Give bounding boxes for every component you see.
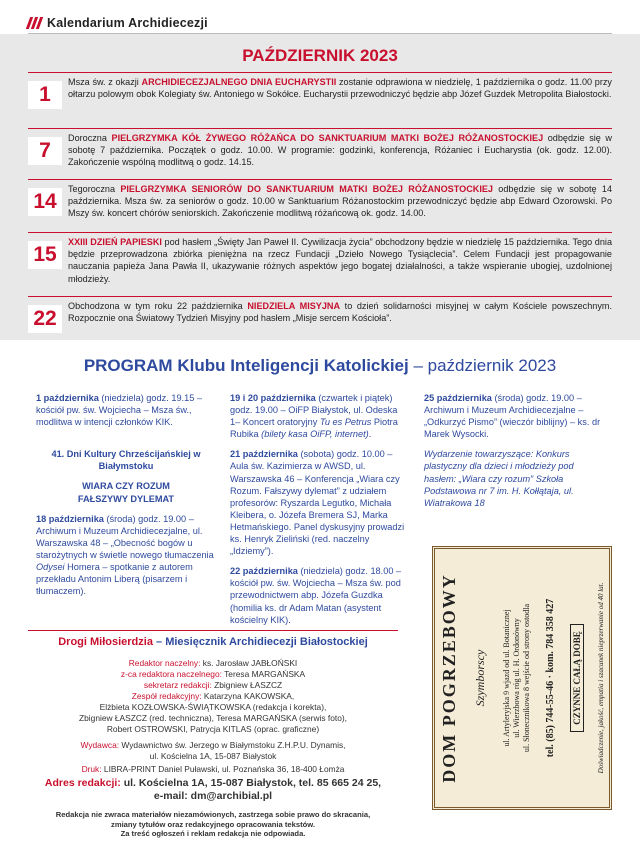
- printer-info: Druk: LIBRA-PRINT Daniel Puławski, ul. Poznańska 36, 18-400 Łomża: [81, 764, 345, 774]
- ad-tagline: Doświadczenie, jakość, empatia i szacunek nieprzerwanie od 40 lat.: [596, 582, 605, 774]
- companion-event: Wydarzenie towarzyszące: Konkurs plastyczny dla dzieci i młodzieży pod hasłem: „Wiara czy rozum” Szkoła Podstawowa nr 7 im. H. Kołłątaja, ul. Wiatrakowa 18: [424, 449, 574, 508]
- event-day: 22: [28, 305, 62, 333]
- event-text: Tegoroczna PIELGRZYMKA SENIORÓW DO SANKTUARIUM MATKI BOŻEJ RÓŻANOSTOCKIEJ odbędzie się w sobotę 14 października. Msza św. za seniorów o godz. 10.00 w Sanktuarium Różanostockim przewodniczyć będzie abp Edward Ozorowski. Po Mszy św. koncert chórów seniorskich. Zakończenie modlitwą różańcową ok. godz. 14.00.: [68, 184, 613, 219]
- ad-owner: Szymborscy: [473, 649, 488, 707]
- section-title: Kalendarium Archidiecezji: [47, 16, 208, 30]
- event-text: XXIII DZIEŃ PAPIESKI pod hasłem „Święty Jan Paweł II. Cywilizacja życia” obchodzony będzie w niedzielę 15 października. Tego dnia będzie przeprowadzona zbiórka pieniężna na rzecz Fundacji „Dzieło Nowego Tysiąclecia”. Celem Fundacji jest propagowanie nauczania papieża Jana Pawła II, ukazywanie różnych aspektów jego bogatej działalności, a także wspieranie ubogiej, uzdolnionej młodzieży.: [68, 237, 612, 284]
- calendar-event: [28, 296, 612, 335]
- calendar-event: [28, 179, 612, 230]
- event-day: 7: [28, 137, 62, 165]
- calendar-event: [28, 232, 612, 293]
- staff-line: Zbigniew ŁASZCZ (red. techniczna), Teresa MARGAŃSKA (serwis foto),: [79, 713, 347, 723]
- program-column-3: [424, 392, 604, 517]
- funeral-home-ad: [432, 546, 612, 810]
- ad-phones: tel. (85) 744-55-46 · kom. 784 358 427: [545, 598, 557, 758]
- footer-divider: [28, 630, 398, 631]
- editorial-notice: Redakcja nie zwraca materiałów niezamówionych, zastrzega sobie prawo do skracania, zmiany tytułów oraz redakcyjnego opracowania tekstów. Za treść ogłoszeń i reklam redakcja nie odpowiada.: [55, 810, 371, 838]
- program-entry: 25 października (środa) godz. 19.00 – Archiwum i Muzeum Archidiecezjalne – „Odkurzyć Pismo” (wieczór biblijny) – ks. dr Marek Wysocki.: [424, 393, 601, 440]
- calendar-event: [28, 128, 612, 177]
- editorial-email: e-mail: dm@archibial.pl: [153, 790, 273, 802]
- staff-line: Elżbieta KOZŁOWSKA-ŚWIĄTKOWSKA (redakcja i korekta),: [99, 702, 327, 712]
- program-column-2: [230, 392, 410, 634]
- month-title: PAŹDZIERNIK 2023: [242, 46, 398, 65]
- staff-line: Redaktor naczelny: ks. Jarosław JABŁOŃSKI: [128, 658, 298, 668]
- program-entry: 21 października (sobota) godz. 10.00 – Aula św. Kazimierza w AWSD, ul. Warszawska 46 – Konferencja „Wiara czy Rozum. Fałszywy dylemat” z udziałem profesorów: Ryszarda Legutko, Michała Kleibera, o. Józefa Bremera SJ, Marka Hetmańskiego. Panel dyskusyjny prowadzi ks. Henryk Zieliński (red. naczelny „Idziemy”).: [230, 449, 405, 557]
- event-text: Doroczna PIELGRZYMKA KÓŁ ŻYWEGO RÓŻAŃCA DO SANKTUARIUM MATKI BOŻEJ RÓŻANOSTOCKIEJ odbędzie się w sobotę 7 października. Początek o godz. 10.00. W programie: godzinki, konferencja, Różaniec i Eucharystia (ok. godz. 12.00). Zakończenie wspólną modlitwą o godz. 14.15.: [68, 133, 613, 168]
- calendar-event: [28, 72, 612, 123]
- section-header: [28, 14, 208, 32]
- event-day: 1: [28, 81, 62, 109]
- event-text: Obchodzona w tym roku 22 października NIEDZIELA MISYJNA to dzień solidarności misyjnej w całym Kościele powszechnym. Rozpocznie ona Światowy Tydzień Misyjny pod hasłem „Misje sercem Kościoła”.: [68, 301, 612, 324]
- calendar-panel: [0, 34, 640, 340]
- festival-motto: WIARA CZY ROZUM FAŁSZYWY DYLEMAT: [77, 481, 175, 504]
- event-day: 15: [28, 241, 62, 269]
- editorial-address: Adres redakcji: ul. Kościelna 1A, 15-087 Białystok, tel. 85 665 24 25, e-mail: dm@archibial.pl: [28, 777, 398, 803]
- staff-line: Robert OSTROWSKI, Patrycja KITLAS (oprac. graficzne): [106, 724, 320, 734]
- magazine-title: Drogi Miłosierdzia – Miesięcznik Archidiecezji Białostockiej: [58, 636, 368, 648]
- staff-line: z-ca redaktora naczelnego: Teresa MARGAŃSKA: [120, 669, 306, 679]
- ad-hours: CZYNNE CAŁĄ DOBĘ: [570, 624, 584, 732]
- program-entry: 22 października (niedziela) godz. 18.00 – kościół pw. św. Wojciecha – Msza św. pod przewodnictwem abp. Józefa Guzdka (homilia ks. dr Adam Matan (asystent kościelny KIK).: [230, 566, 402, 625]
- editorial-staff: [28, 658, 398, 735]
- program-entry: 19 i 20 października (czwartek i piątek) godz. 19.00 – OiFP Białystok, ul. Odeska 1– Koncert oratoryjny Tu es Petrus Piotra Rubika (bilety kasa OiFP, internet).: [230, 393, 398, 440]
- stripes-logo-icon: [28, 17, 41, 29]
- program-title: PROGRAM Klubu Inteligencji Katolickiej – październik 2023: [83, 356, 557, 375]
- ad-address: ul. Artyleryjska 9 wjazd od ul. Botanicznej ul. Wierzbowa róg ul. H. Ordonówny ul. Słonecznikowa 8 wejście od strony ostodla: [501, 603, 531, 753]
- staff-line: Zespół redakcyjny: Katarzyna KAKOWSKA,: [131, 691, 295, 701]
- program-entry: 1 października (niedziela) godz. 19.15 – kościół pw. św. Wojciecha – Msza św., modlitwa w intencji członków KIK.: [36, 393, 202, 428]
- event-text: Msza św. z okazji ARCHIDIECEZJALNEGO DNIA EUCHARYSTII zostanie odprawiona w niedzielę, 1 października o godz. 11.00 przy ołtarzu polowym obok Kolegiaty św. Antoniego w Sokółce. Eucharystii przewodniczyć będzie abp Józef Guzdek Metropolita Białostocki.: [68, 77, 612, 100]
- staff-line: sekretarz redakcji: Zbigniew ŁASZCZ: [143, 680, 283, 690]
- event-day: 14: [28, 188, 62, 216]
- ad-name: DOM POGRZEBOWY: [439, 573, 459, 783]
- festival-title: 41. Dni Kultury Chrześcijańskiej w Białymstoku: [51, 449, 201, 472]
- publisher-info: Wydawca: Wydawnictwo św. Jerzego w Białymstoku Z.H.P.U. Dynamis, ul. Kościelna 1A, 15-087 Białystok: [80, 740, 346, 761]
- program-column-1: [36, 392, 216, 605]
- program-entry: 18 października (środa) godz. 19.00 – Archiwum i Muzeum Archidiecezjalne, ul. Warszawska 48 – „Obecność bogów u starożytnych w świetle nowego tłumaczenia Odysei Homera – spotkanie z autorem przekładu Antonim Liberą (pisarzem i tłumaczem).: [36, 513, 214, 597]
